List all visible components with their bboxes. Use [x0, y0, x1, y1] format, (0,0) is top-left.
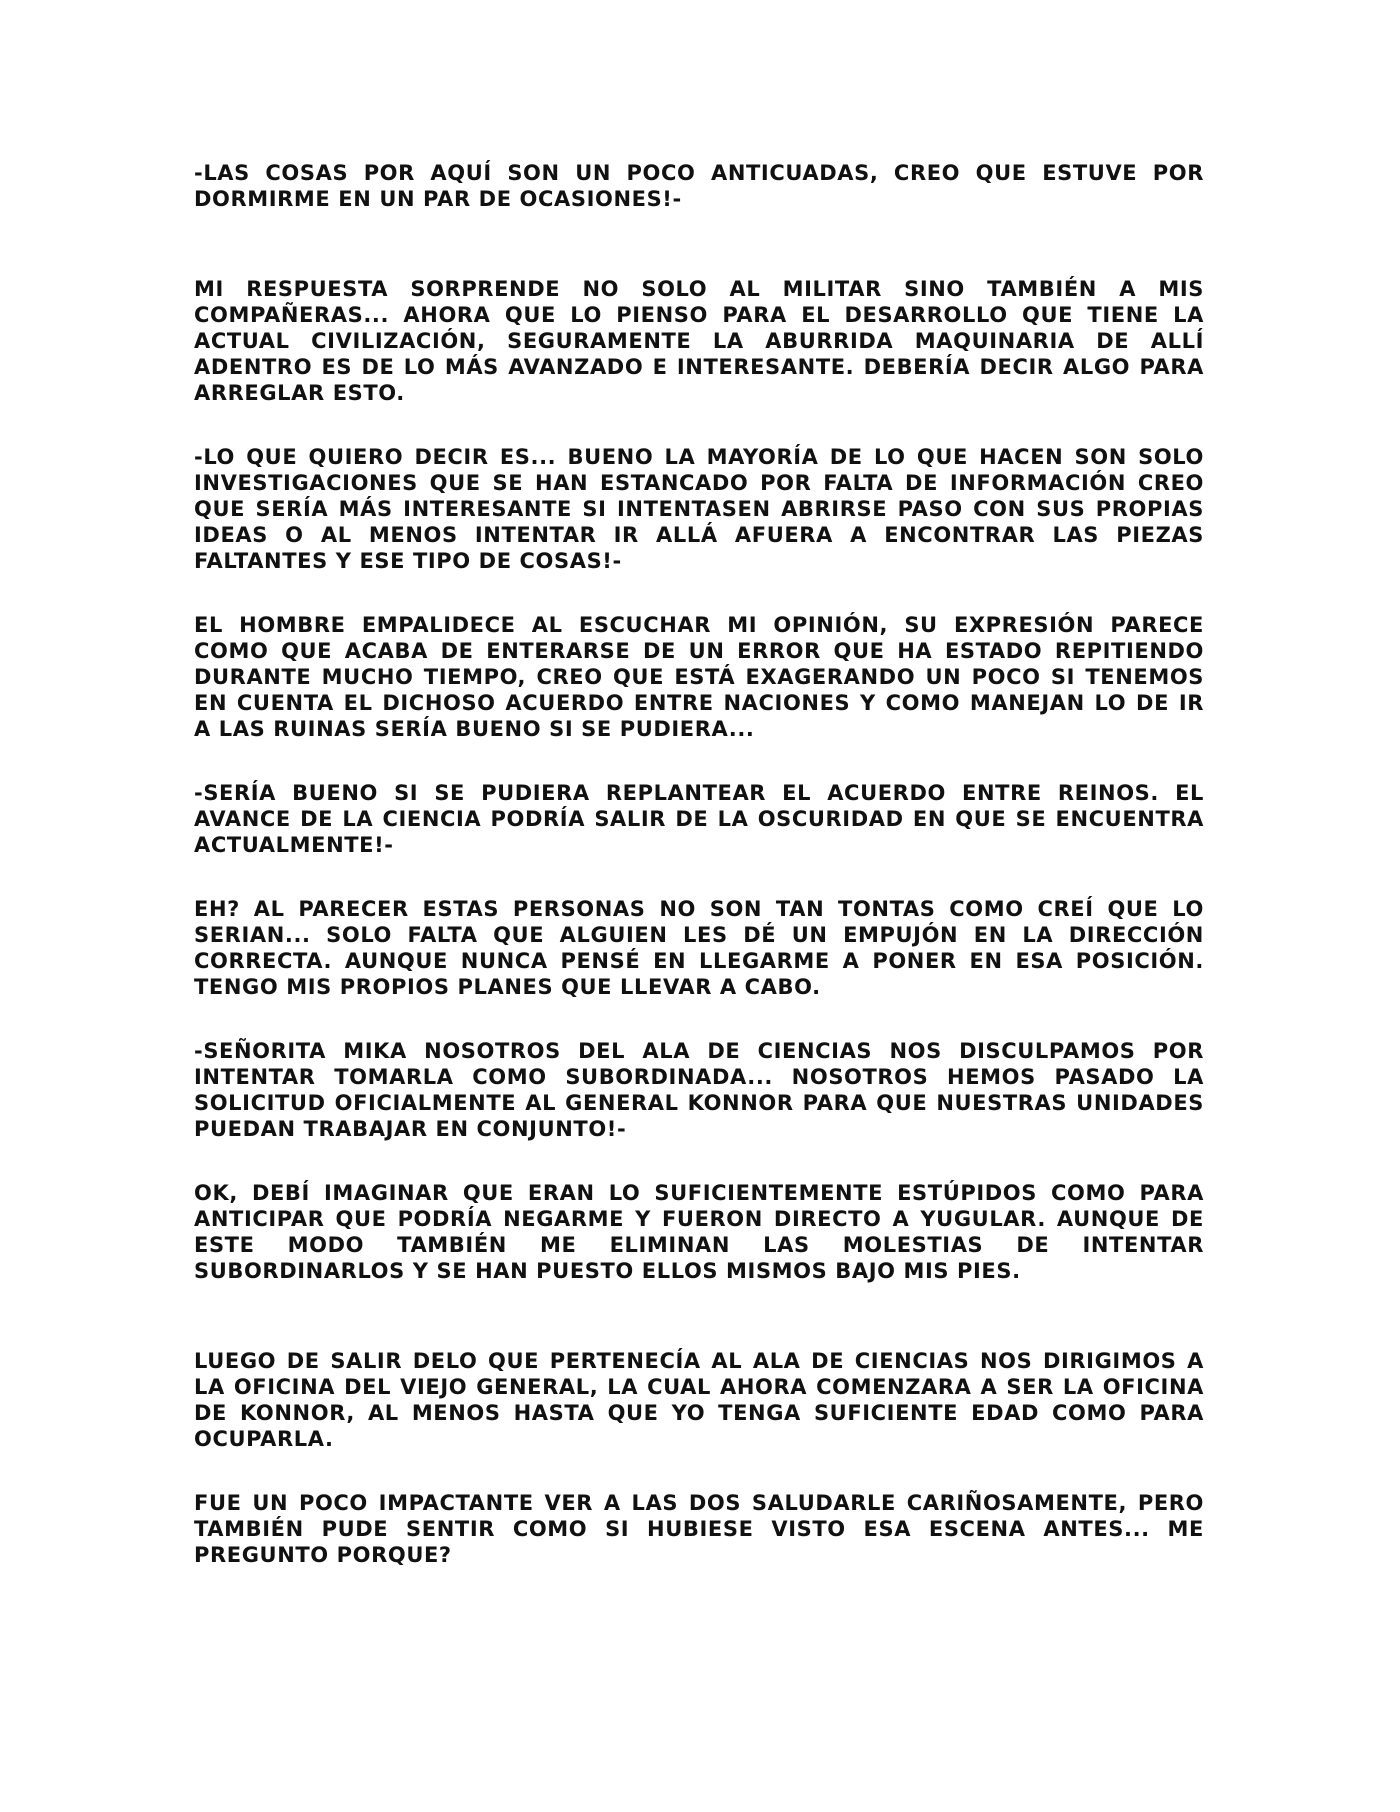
narration-paragraph: LUEGO DE SALIR DELO QUE PERTENECÍA AL ALA DE CIENCIAS NOS DIRIGIMOS A LA OFICINA DEL VIEJO GENERAL, LA CUAL AHORA COMENZARA A SER LA OFICINA DE KONNOR, AL MENOS HASTA QUE YO TENGA SUFICIENTE EDAD COMO PARA OCUPARLA.	[194, 1349, 1204, 1451]
dialogue-paragraph: -SERÍA BUENO SI SE PUDIERA REPLANTEAR EL ACUERDO ENTRE REINOS. EL AVANCE DE LA CIENCIA PODRÍA SALIR DE LA OSCURIDAD EN QUE SE ENCUENTRA ACTUALMENTE!-	[194, 781, 1204, 857]
narration-paragraph: EH? AL PARECER ESTAS PERSONAS NO SON TAN TONTAS COMO CREÍ QUE LO SERIAN... SOLO FALTA QUE ALGUIEN LES DÉ UN EMPUJÓN EN LA DIRECCIÓN CORRECTA. AUNQUE NUNCA PENSÉ EN LLEGARME A PONER EN ESA POSICIÓN. TENGO MIS PROPIOS PLANES QUE LLEVAR A CABO.	[194, 897, 1204, 999]
dialogue-paragraph: -LAS COSAS POR AQUÍ SON UN POCO ANTICUADAS, CREO QUE ESTUVE POR DORMIRME EN UN PAR DE OCASIONES!-	[194, 161, 1204, 211]
narration-paragraph: EL HOMBRE EMPALIDECE AL ESCUCHAR MI OPINIÓN, SU EXPRESIÓN PARECE COMO QUE ACABA DE ENTERARSE DE UN ERROR QUE HA ESTADO REPITIENDO DURANTE MUCHO TIEMPO, CREO QUE ESTÁ EXAGERANDO UN POCO SI TENEMOS EN CUENTA EL DICHOSO ACUERDO ENTRE NACIONES Y COMO MANEJAN LO DE IR A LAS RUINAS SERÍA BUENO SI SE PUDIERA...	[194, 613, 1204, 741]
narration-paragraph: FUE UN POCO IMPACTANTE VER A LAS DOS SALUDARLE CARIÑOSAMENTE, PERO TAMBIÉN PUDE SENTIR COMO SI HUBIESE VISTO ESA ESCENA ANTES... ME PREGUNTO PORQUE?	[194, 1491, 1204, 1567]
dialogue-paragraph: -LO QUE QUIERO DECIR ES... BUENO LA MAYORÍA DE LO QUE HACEN SON SOLO INVESTIGACIONES QUE SE HAN ESTANCADO POR FALTA DE INFORMACIÓN CREO QUE SERÍA MÁS INTERESANTE SI INTENTASEN ABRIRSE PASO CON SUS PROPIAS IDEAS O AL MENOS INTENTAR IR ALLÁ AFUERA A ENCONTRAR LAS PIEZAS FALTANTES Y ESE TIPO DE COSAS!-	[194, 445, 1204, 573]
dialogue-paragraph: -SEÑORITA MIKA NOSOTROS DEL ALA DE CIENCIAS NOS DISCULPAMOS POR INTENTAR TOMARLA COMO SUBORDINADA... NOSOTROS HEMOS PASADO LA SOLICITUD OFICIALMENTE AL GENERAL KONNOR PARA QUE NUESTRAS UNIDADES PUEDAN TRABAJAR EN CONJUNTO!-	[194, 1039, 1204, 1141]
narration-paragraph: OK, DEBÍ IMAGINAR QUE ERAN LO SUFICIENTEMENTE ESTÚPIDOS COMO PARA ANTICIPAR QUE PODRÍA NEGARME Y FUERON DIRECTO A YUGULAR. AUNQUE DE ESTE MODO TAMBIÉN ME ELIMINAN LAS MOLESTIAS DE INTENTAR SUBORDINARLOS Y SE HAN PUESTO ELLOS MISMOS BAJO MIS PIES.	[194, 1181, 1204, 1283]
narration-paragraph: MI RESPUESTA SORPRENDE NO SOLO AL MILITAR SINO TAMBIÉN A MIS COMPAÑERAS... AHORA QUE LO PIENSO PARA EL DESARROLLO QUE TIENE LA ACTUAL CIVILIZACIÓN, SEGURAMENTE LA ABURRIDA MAQUINARIA DE ALLÍ ADENTRO ES DE LO MÁS AVANZADO E INTERESANTE. DEBERÍA DECIR ALGO PARA ARREGLAR ESTO.	[194, 277, 1204, 405]
